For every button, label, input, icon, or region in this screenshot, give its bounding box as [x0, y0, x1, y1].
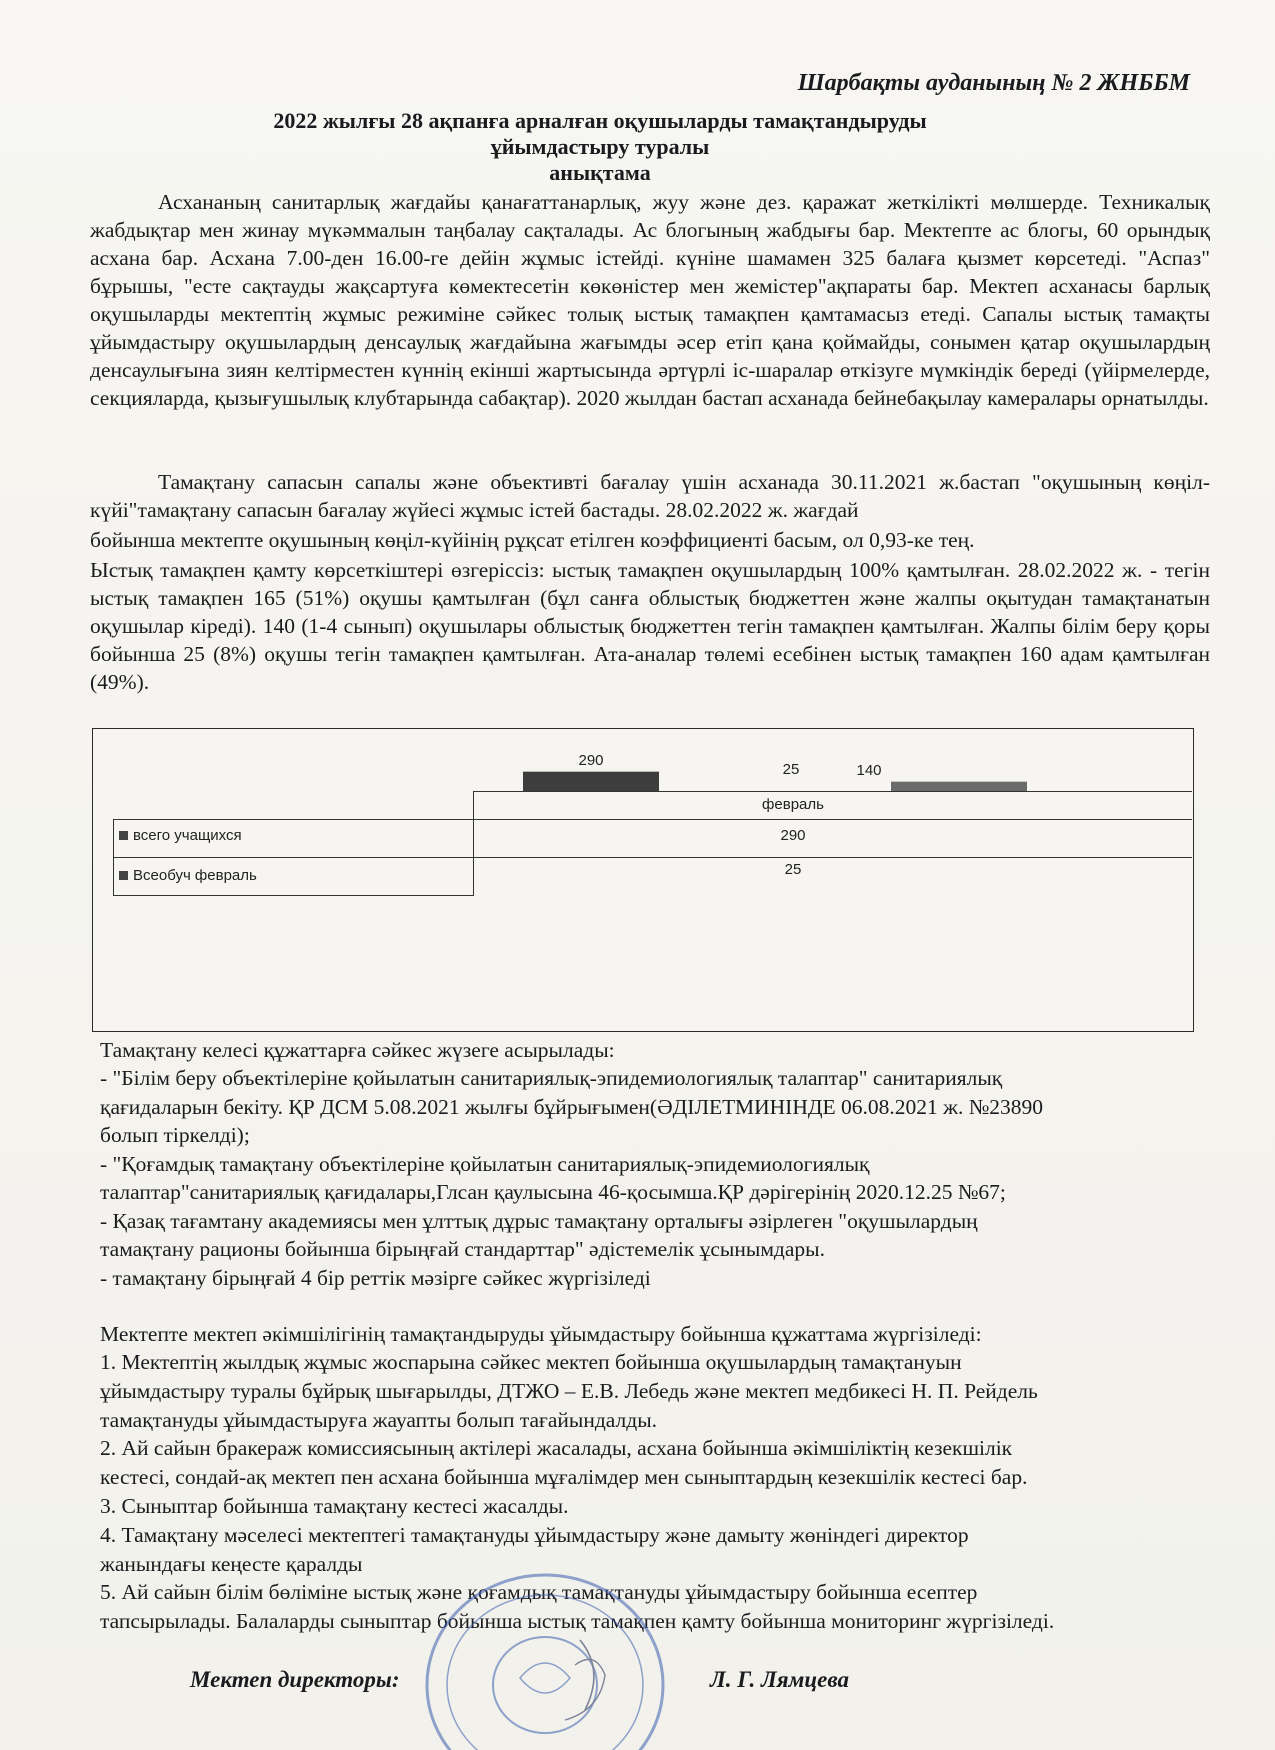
table-value-total: 290: [780, 827, 806, 844]
legend-swatch: [119, 831, 128, 840]
documents-line: талаптар"санитариялық қағидалары,Глсан қаулысына 46-қосымша.ҚР дәрігерінің 2020.12.25 №67;: [100, 1180, 1006, 1204]
documents-intro: Тамақтану келесі құжаттарға сәйкес жүзеге асырылады:: [100, 1038, 615, 1062]
documents-line: - "Білім беру объектілеріне қойылатын санитариялық-эпидемиологиялық талаптар" санитариялық: [100, 1066, 1003, 1090]
institution-header: Шарбақты ауданының № 2 ЖНББМ: [797, 70, 1190, 96]
table-border: [113, 819, 1192, 820]
admin-line: кестесі, сондай-ақ мектеп пен асхана бойынша мұғалімдер мен сыныптардың кезекшілік кестесі бар.: [100, 1465, 1028, 1490]
legend-label-total: всего учащихся: [133, 827, 242, 844]
title-line-2: ұйымдастыру туралы: [490, 134, 710, 159]
admin-line: ұйымдастыру туралы бұйрық шығарылды, ДТЖО – Е.В. Лебедь және мектеп медбикесі Н. П. Рейдель: [100, 1378, 1038, 1403]
bar-data-label: 140: [856, 761, 882, 779]
legend-row-vseobuch: [119, 867, 257, 884]
admin-line: 1. Мектептің жылдық жұмыс жоспарына сәйкес мектеп бойынша оқушылардың тамақтануын: [100, 1350, 962, 1374]
admin-line: 4. Тамақтану мәселесі мектептегі тамақтануды ұйымдастыру және дамыту жөніндегі директор: [100, 1522, 969, 1547]
documents-line: - "Қоғамдық тамақтану объектілеріне қойылатын санитариялық-эпидемиологиялық: [100, 1151, 870, 1176]
table-border: [113, 895, 474, 896]
director-role: Мектеп директоры:: [190, 1667, 400, 1692]
meal-coverage-chart: [92, 728, 1194, 1032]
table-border: [473, 791, 474, 895]
legend-row-total: [119, 827, 242, 844]
director-name: Л. Г. Лямцева: [710, 1667, 849, 1692]
bar-data-label: 290: [578, 751, 604, 769]
documents-line: болып тіркелді);: [100, 1123, 250, 1147]
document-title: [180, 108, 1020, 186]
paragraph-mood-coefficient: бойынша мектепте оқушының көңіл-күйінің рұқсат етілген коэффициенті басым, ол 0,93-ке тең.: [90, 528, 975, 552]
title-line-1: 2022 жылғы 28 ақпанға арналған оқушыларды тамақтандыруды: [273, 108, 927, 133]
documents-line: - тамақтану бірыңғай 4 бір реттік мәзірге сәйкес жүргізіледі: [100, 1265, 651, 1290]
legend-swatch: [119, 871, 128, 880]
admin-line: 2. Ай сайын бракераж комиссиясының актілері жасалады, асхана бойынша әкімшіліктің кезекшілік: [100, 1436, 1013, 1461]
admin-line: 5. Ай сайын білім бөліміне ыстық және қоғамдық тамақтануды ұйымдастыру бойынша есептер: [100, 1580, 978, 1605]
paragraph-canteen: Асхананың санитарлық жағдайы қанағаттанарлық, жуу және дез. қаражат жеткілікті мөлшерде. Техникалық жабдықтар мен жинау мүкәммалын таңбалау сақталады. Ас блогының жабдығы бар. Мектепте ас блогы, 60 орындық асхана бар. Асхана 7.00-ден 16.00-ге дейін жұмыс істейді. күніне шамамен 325 балаға қызмет көрсетеді. "Аспаз" бұрышы, "есте сақтауды жақсартуға көмектесетін көкөністер мен жемістер"ақпараты бар. Мектеп асханасы барлық оқушыларды мектептің жұмыс режиміне сәйкес толық ыстық тамақпен қамтамасыз етеді. Сапалы ыстық тамақты ұйымдастыру оқушылардың денсаулық жағдайына жағымды әсер етіп қана қоймайды, сонымен қатар оқушылардың денсаулығына зиян келтірместен күннің екінші жартысында әртүрлі іс-шаралар өткізуге мүмкіндік береді (үйірмелерде, секцияларда, қызығушылық клубтарында сабақтар). 2020 жылдан бастап асханада бейнебақылау камералары орнатылды.: [90, 190, 1210, 410]
title-line-3: анықтама: [549, 160, 651, 185]
admin-line: тамақтануды ұйымдастыруға жауапты болып тағайындалды.: [100, 1407, 658, 1432]
documents-line: - Қазақ тағамтану академиясы мен ұлттық дұрыс тамақтану орталығы әзірлеген "оқушылардың: [100, 1208, 978, 1233]
chart-plot: [93, 729, 1193, 1031]
paragraph-quality: Тамақтану сапасын сапалы және объективті бағалау үшін асханада 30.11.2021 ж.бастап "оқушының көңіл-күйі"тамақтану сапасын бағалау жүйесі жұмыс істей бастады. 28.02.2022 ж. жағдай: [90, 470, 1210, 522]
admin-line: 3. Сыныптар бойынша тамақтану кестесі жасалды.: [100, 1494, 569, 1518]
chart-bar: [891, 782, 1027, 791]
table-border: [113, 857, 1192, 858]
admin-line: тапсырылады. Балаларды сыныптар бойынша ыстық тамақпен қамту бойынша мониторинг жүргізіледі.: [100, 1609, 1055, 1634]
admin-line: жанындағы кеңесте қаралды: [100, 1551, 363, 1576]
category-label: февраль: [762, 796, 824, 813]
admin-intro: Мектепте мектеп әкімшілігінің тамақтандыруды ұйымдастыру бойынша құжаттама жүргізіледі:: [100, 1322, 982, 1346]
chart-bar: [523, 772, 659, 791]
paragraph-coverage: Ыстық тамақпен қамту көрсеткіштері өзгеріссіз: ыстық тамақпен оқушылардың 100% қамтылған. 28.02.2022 ж. - тегін ыстық тамақпен 165 (51%) оқушы қамтылған (бұл санға облыстық бюджеттен және жалпы оқытудан тамақтанатын оқушылар кіреді). 140 (1-4 сынып) оқушылары облыстық бюджеттен тегін тамақпен қамтылған. Жалпы білім беру қоры бойынша 25 (8%) оқушы тегін тамақпен қамтылған. Ата-аналар төлемі есебінен ыстық тамақпен 160 адам қамтылған (49%).: [90, 558, 1210, 694]
documents-line: тамақтану рационы бойынша бірыңғай стандарттар" әдістемелік ұсынымдары.: [100, 1237, 825, 1261]
documents-line: қағидаларын бекіту. ҚР ДСМ 5.08.2021 жылғы бұйрығымен(ӘДІЛЕТМИНІНДЕ 06.08.2021 ж. №23890: [100, 1094, 1044, 1119]
bar-data-label: 25: [782, 761, 800, 778]
table-value-vseobuch: 25: [784, 861, 802, 878]
official-stamp: [415, 1560, 675, 1750]
table-border: [473, 791, 1192, 792]
legend-label-vseobuch: Всеобуч февраль: [133, 867, 257, 884]
